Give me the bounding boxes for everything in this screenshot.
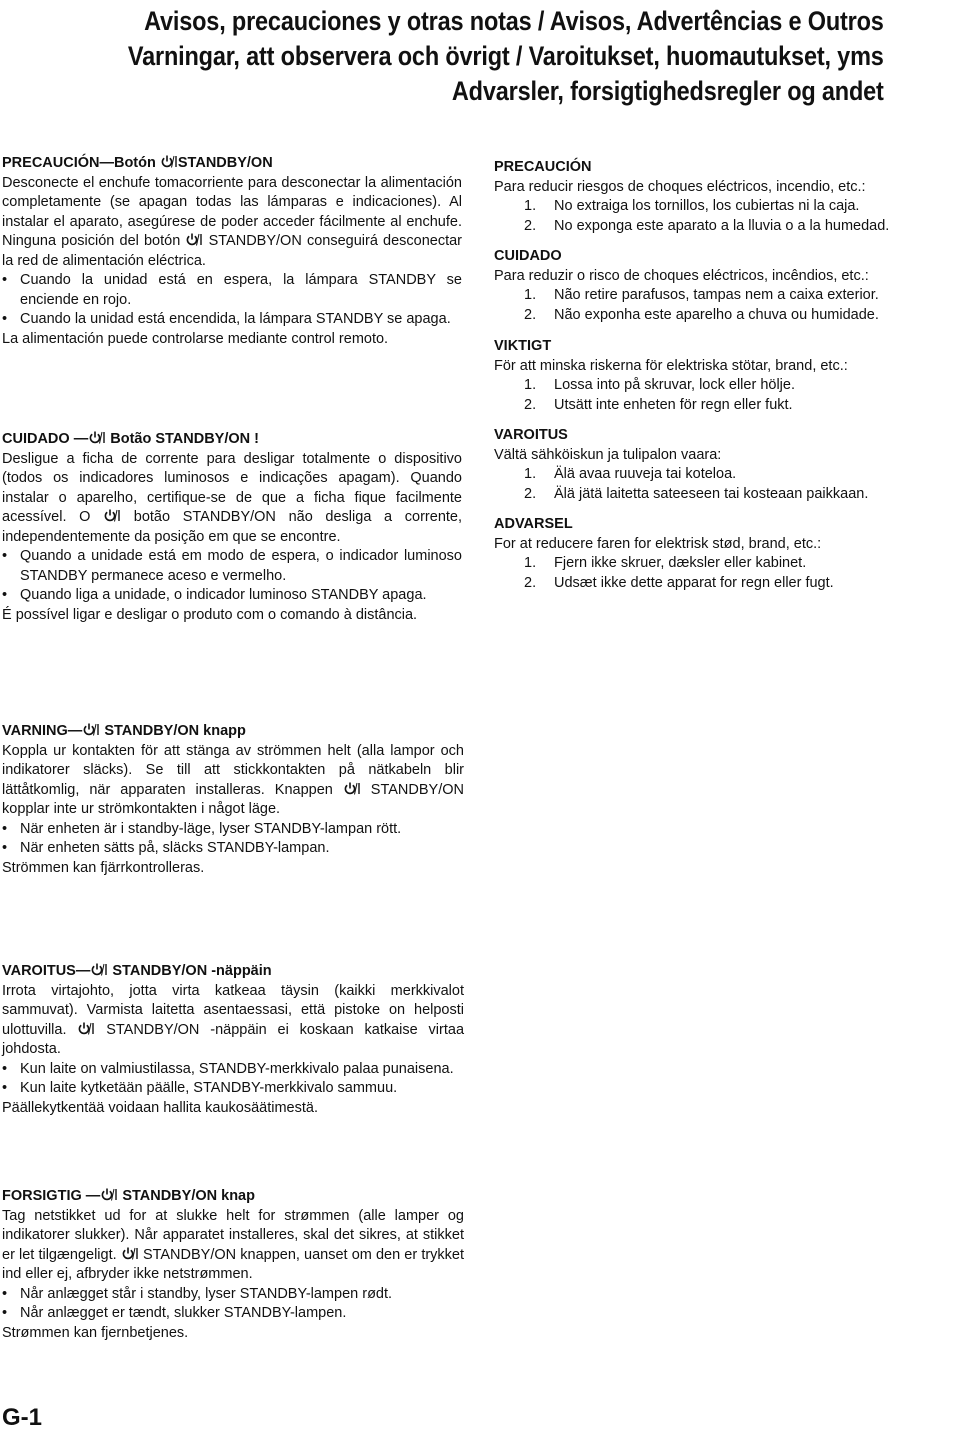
list-item: • Kun laite kytketään päälle, STANDBY-merkkivalo sammuu. bbox=[2, 1079, 464, 1099]
section-heading: VARNING— STANDBY/ON knapp bbox=[2, 723, 246, 739]
bullet-list bbox=[2, 820, 464, 859]
list-item: • Quando a unidade está em modo de espera, o indicador luminoso STANDBY permanece aceso e vermelho. bbox=[2, 547, 462, 586]
page-number: G-1 bbox=[2, 1404, 43, 1431]
section-sv-warning bbox=[2, 722, 464, 878]
power-standby-icon bbox=[101, 1188, 117, 1201]
section-pt-warning bbox=[2, 430, 462, 625]
numbered-list bbox=[494, 554, 954, 593]
section-body: Irrota virtajohto, jotta virta katkeaa täysin (kaikki merkkivalot sammuvat). Varmista laitetta asentaessasi, että pistoke on helposti ulottuvilla. STANDBY/ON -näppäin ei koskaan katkaise virtaa johdosta. bbox=[2, 982, 465, 1057]
section-heading: VAROITUS— STANDBY/ON -näppäin bbox=[2, 963, 272, 979]
section-da-warning bbox=[2, 1187, 464, 1343]
section-footer: Päällekytkentää voidaan hallita kaukosäätimestä. bbox=[2, 1099, 318, 1116]
list-item: 1. Älä avaa ruuveja tai koteloa. bbox=[524, 466, 737, 482]
list-item: 1. Lossa into på skruvar, lock eller hölje. bbox=[524, 377, 795, 393]
list-item: 1. Não retire parafusos, tampas nem a caixa exterior. bbox=[524, 287, 879, 303]
section-caution-pt bbox=[494, 247, 954, 325]
list-item: • Kun laite on valmiustilassa, STANDBY-merkkivalo palaa punaisena. bbox=[2, 1060, 464, 1080]
page-title bbox=[128, 4, 884, 109]
section-heading: FORSIGTIG — STANDBY/ON knap bbox=[2, 1188, 255, 1204]
list-item: • Når anlægget er tændt, slukker STANDBY-lampen. bbox=[2, 1304, 464, 1324]
power-standby-icon bbox=[344, 782, 360, 795]
section-heading: CUIDADO bbox=[494, 248, 562, 264]
list-item: • När enheten sätts på, släcks STANDBY-lampan. bbox=[2, 839, 464, 859]
list-item: 2. Utsätt inte enheten för regn eller fukt. bbox=[524, 396, 793, 413]
section-body: Vältä sähköiskun ja tulipalon vaara: bbox=[494, 446, 722, 463]
section-footer: La alimentación puede controlarse mediante control remoto. bbox=[2, 330, 389, 347]
section-fi-warning bbox=[2, 962, 464, 1118]
title-line: Avisos, precauciones y otras notas / Avisos, Advertências e Outros bbox=[144, 6, 885, 36]
list-item: 2. Não exponha este aparelho a chuva ou humidade. bbox=[524, 306, 879, 323]
section-caution-es bbox=[494, 158, 954, 236]
list-item: 1. No extraiga los tornillos, los cubiertas ni la caja. bbox=[524, 198, 860, 214]
section-body: Tag netstikket ud for at slukke helt for strømmen (alle lamper og indikatorer slukker). Når apparatet installeres, skal det sikres, at stikket er let tilgængeligt. STANDBY/ON knappen, uanset om den er trykket ind eller ej, afbryder ikke netstrømmen. bbox=[2, 1207, 465, 1282]
section-heading: VIKTIGT bbox=[494, 338, 552, 354]
list-item: • Når anlægget står i standby, lyser STANDBY-lampen rødt. bbox=[2, 1285, 464, 1305]
list-item: • Quando liga a unidade, o indicador luminoso STANDBY apaga. bbox=[2, 586, 462, 606]
numbered-list bbox=[494, 376, 954, 415]
bullet-list bbox=[2, 1285, 464, 1324]
section-body: Desconecte el enchufe tomacorriente para desconectar la alimentación completamente (se apagan todas las lámparas e indicaciones). Al instalar el aparato, asegúrese de poder acceder fácilmente al enchufe. Ninguna posición del botón STANDBY/ON conseguirá desconectar la red de alimentación eléctrica. bbox=[2, 174, 463, 269]
section-heading: VAROITUS bbox=[494, 427, 568, 443]
section-body: Koppla ur kontakten för att stänga av strömmen helt (alla lampor och indikatorer släcks). Se till att stickkontakten på nätkabeln blir lättåtkomlig, när apparaten installeras. Knappen STANDBY/ON kopplar inte ur strömkontakten i något läge. bbox=[2, 742, 464, 817]
bullet-list bbox=[2, 547, 462, 606]
section-footer: É possível ligar e desligar o produto com o comando à distância. bbox=[2, 606, 418, 623]
numbered-list bbox=[494, 197, 954, 236]
list-item: • När enheten är i standby-läge, lyser STANDBY-lampan rött. bbox=[2, 820, 464, 840]
section-caution-sv bbox=[494, 337, 954, 415]
power-standby-icon bbox=[89, 431, 105, 444]
power-standby-icon bbox=[83, 723, 99, 736]
power-standby-icon bbox=[104, 509, 120, 522]
section-heading: PRECAUCIÓN—Botón STANDBY/ON bbox=[2, 155, 273, 171]
list-item: • Cuando la unidad está en espera, la lámpara STANDBY se enciende en rojo. bbox=[2, 271, 462, 310]
section-body: För att minska riskerna för elektriska stötar, brand, etc.: bbox=[494, 357, 848, 374]
section-body: Para reducir riesgos de choques eléctricos, incendio, etc.: bbox=[494, 178, 866, 195]
section-caution-da bbox=[494, 515, 954, 593]
title-line: Advarsler, forsigtighedsregler og andet bbox=[452, 76, 884, 106]
section-heading: PRECAUCIÓN bbox=[494, 159, 592, 175]
power-standby-icon bbox=[91, 963, 107, 976]
numbered-list bbox=[494, 286, 954, 325]
power-standby-icon bbox=[78, 1022, 94, 1035]
power-standby-icon bbox=[122, 1247, 138, 1260]
section-body: For at reducere faren for elektrisk stød, brand, etc.: bbox=[494, 535, 822, 552]
list-item: • Cuando la unidad está encendida, la lámpara STANDBY se apaga. bbox=[2, 310, 462, 330]
section-footer: Strömmen kan fjärrkontrolleras. bbox=[2, 859, 205, 876]
section-body: Para reduzir o risco de choques eléctricos, incêndios, etc.: bbox=[494, 267, 869, 284]
list-item: 1. Fjern ikke skruer, dæksler eller kabinet. bbox=[524, 555, 807, 571]
section-body: Desligue a ficha de corrente para desligar totalmente o dispositivo (todos os indicadores luminosos e indicações apagam). Quando instalar o aparelho, certifique-se de que a ficha fique facilmente acessível. O botão STANDBY/ON não desliga a corrente, independentemente da posição em que se encontre. bbox=[2, 450, 463, 545]
power-standby-icon bbox=[161, 155, 177, 168]
bullet-list bbox=[2, 1060, 464, 1099]
bullet-list bbox=[2, 271, 462, 330]
list-item: 2. Älä jätä laitetta sateeseen tai kosteaan paikkaan. bbox=[524, 485, 869, 502]
power-standby-icon bbox=[186, 233, 202, 246]
list-item: 2. No exponga este aparato a la lluvia o a la humedad. bbox=[524, 217, 890, 234]
section-footer: Strømmen kan fjernbetjenes. bbox=[2, 1324, 189, 1341]
numbered-list bbox=[494, 465, 954, 504]
section-es-warning bbox=[2, 154, 462, 349]
section-caution-fi bbox=[494, 426, 954, 504]
title-line: Varningar, att observera och övrigt / Varoitukset, huomautukset, yms bbox=[128, 41, 884, 71]
section-heading: CUIDADO — Botão STANDBY/ON ! bbox=[2, 431, 259, 447]
section-heading: ADVARSEL bbox=[494, 516, 573, 532]
list-item: 2. Udsæt ikke dette apparat for regn eller fugt. bbox=[524, 574, 834, 591]
